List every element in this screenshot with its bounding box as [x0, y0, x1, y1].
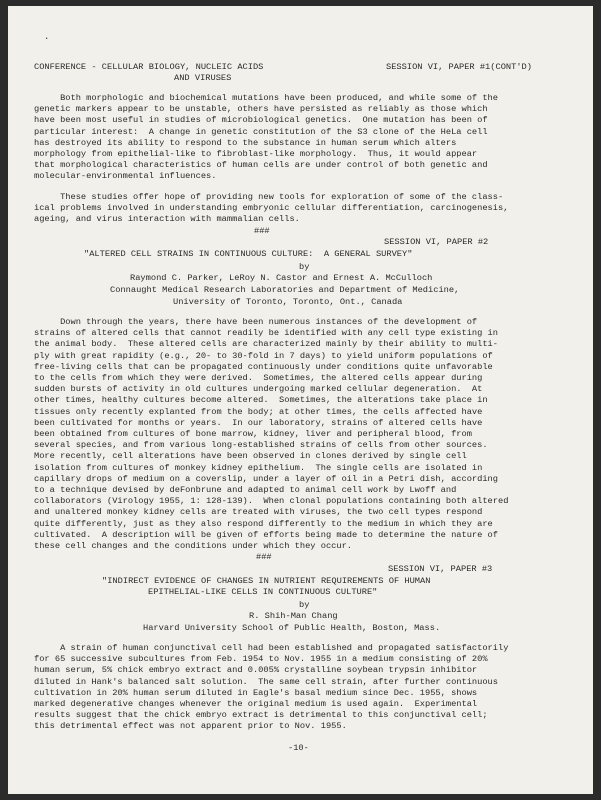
- paragraph-line: been obtained from cultures of bone marrow, kidney, liver and peripheral blood, from: [34, 429, 472, 439]
- paragraph-line: These studies offer hope of providing new tools for exploration of some of the class-: [34, 192, 504, 202]
- paragraph-line: ical problems involved in understanding embryonic cellular differentiation, carcinogenesis,: [34, 203, 509, 214]
- paper-title: "ALTERED CELL STRAINS IN CONTINUOUS CULTURE: A GENERAL SURVEY": [84, 249, 413, 259]
- paragraph-line: marked degenerative changes whenever the original medium is used again. Experimental: [34, 699, 478, 709]
- separator: ###: [254, 226, 270, 236]
- affiliation: Connaught Medical Research Laboratories and Department of Medicine,: [110, 285, 460, 295]
- document-page: [8, 6, 593, 794]
- paragraph-line: isolation from cultures of monkey kidney epithelium. The single cells are isolated in: [34, 462, 483, 473]
- paragraph-line: sudden bursts of activity in old cultures undergoing marked cellular degeneration. At: [34, 384, 483, 395]
- paragraph-line: for 65 successive subcultures from Feb. 1954 to Nov. 1955 in a medium consisting of 20%: [34, 654, 488, 665]
- paragraph-line: these cell changes and the conditions under which they occur.: [34, 541, 353, 551]
- byline: by: [299, 262, 310, 272]
- authors: Raymond C. Parker, LeRoy N. Castor and Ernest A. McCulloch: [130, 273, 433, 283]
- paragraph-line: cultivation in 20% human serum diluted in Eagle's basal medium since Dec. 1955, shows: [34, 687, 478, 698]
- paragraph-line: has destroyed its ability to respond to the substance in human serum which alters: [34, 137, 457, 148]
- paragraph-line: More recently, cell alterations have been observed in clones derived by single cell: [34, 451, 467, 462]
- paragraph-line: molecular-environmental influences.: [34, 171, 217, 182]
- paragraph-line: the animal body. These altered cells are characterized mainly by their ability to multi-: [34, 339, 498, 350]
- byline: by: [299, 600, 310, 610]
- paragraph-line: particular interest: A change in genetic constitution of the S3 clone of the HeLa cell: [34, 126, 488, 137]
- paragraph-line: results suggest that the chick embryo extract is detrimental to this conjunctival cell;: [34, 710, 488, 721]
- paragraph-line: that morphological characteristics of human cells are under control of both genetic and: [34, 160, 488, 171]
- paragraph-line: A strain of human conjunctival cell had been established and propagated satisfactorily: [34, 643, 509, 653]
- paragraph-line: diluted in Hank's balanced salt solution. The same cell strain, after further continuous: [34, 676, 498, 687]
- paragraph-line: this detrimental effect was not apparent prior to Nov. 1955.: [34, 721, 347, 732]
- affiliation: University of Toronto, Toronto, Ont., Canada: [173, 297, 403, 307]
- paragraph-line: to the cells from which they were derived. Sometimes, the altered cells appear during: [34, 373, 483, 383]
- corner-mark: ·: [44, 34, 50, 44]
- paragraph-line: capillary drops of medium on a coverslip, under a layer of oil in a Petri dish, according: [34, 473, 498, 484]
- paragraph-line: morphology from epithelial-like to fibroblast-like morphology. Thus, it would appear: [34, 149, 478, 159]
- paragraph-line: Down through the years, there have been numerous instances of the development of: [34, 317, 478, 327]
- paragraph-line: several species, and from various long-established strains of cells from other sources.: [34, 440, 488, 451]
- separator: ###: [256, 552, 272, 562]
- author: R. Shih-Man Chang: [249, 611, 338, 621]
- paragraph-line: Both morphologic and biochemical mutations have been produced, and while some of the: [34, 93, 498, 103]
- paragraph-line: have been most useful in studies of microbiological genetics. One mutation has been of: [34, 115, 488, 126]
- paragraph-line: cultivated. A description will be given of efforts being made to determine the nature of: [34, 529, 498, 540]
- paragraph-line: been cultivated for months or years. In our laboratory, strains of altered cells have: [34, 417, 483, 428]
- paper-title: "INDIRECT EVIDENCE OF CHANGES IN NUTRIENT REQUIREMENTS OF HUMAN: [102, 576, 431, 586]
- paragraph-line: human serum, 5% chick embryo extract and 0.005% crystalline soybean trypsin inhibitor: [34, 665, 478, 676]
- paragraph-line: other times, healthy cultures become altered. Sometimes, the alterations take place in: [34, 395, 488, 406]
- conference-title: CONFERENCE - CELLULAR BIOLOGY, NUCLEIC ACIDS: [34, 62, 264, 72]
- conference-title-cont: AND VIRUSES: [174, 73, 232, 83]
- paragraph-line: ageing, and virus interaction with mammalian cells.: [34, 214, 300, 225]
- paragraph-line: free-living cells that can be propagated continuously under conditions quite unfavorable: [34, 361, 493, 372]
- paper-title: EPITHELIAL-LIKE CELLS IN CONTINUOUS CULTURE": [148, 587, 378, 597]
- session-label: SESSION VI, PAPER #1(CONT'D): [386, 62, 532, 72]
- paragraph-line: quite differently, just as they also respond differently to the medium in which they are: [34, 518, 493, 529]
- paragraph-line: collaborators (Virology 1955, 1: 128-139). When clonal populations containing both altered: [34, 496, 509, 507]
- affiliation: Harvard University School of Public Health, Boston, Mass.: [143, 623, 441, 633]
- page-number: -10-: [288, 743, 309, 753]
- paragraph-line: ply with great rapidity (e.g., 20- to 30-fold in 7 days) to yield uniform populations of: [34, 350, 493, 361]
- paragraph-line: strains of altered cells that cannot readily be identified with any cell type existing in: [34, 328, 498, 339]
- paragraph-line: to a technique devised by deFonbrune and adapted to animal cell work by Lwoff and: [34, 485, 457, 495]
- session-label: SESSION VI, PAPER #3: [388, 564, 493, 574]
- paragraph-line: tissues only recently explanted from the body; at other times, the cells affected have: [34, 406, 483, 417]
- paragraph-line: and unaltered monkey kidney cells are treated with viruses, the two cell types respond: [34, 507, 483, 518]
- paragraph-line: genetic markers appear to be unstable, others have persisted as reliably as those which: [34, 104, 488, 115]
- session-label: SESSION VI, PAPER #2: [384, 237, 489, 247]
